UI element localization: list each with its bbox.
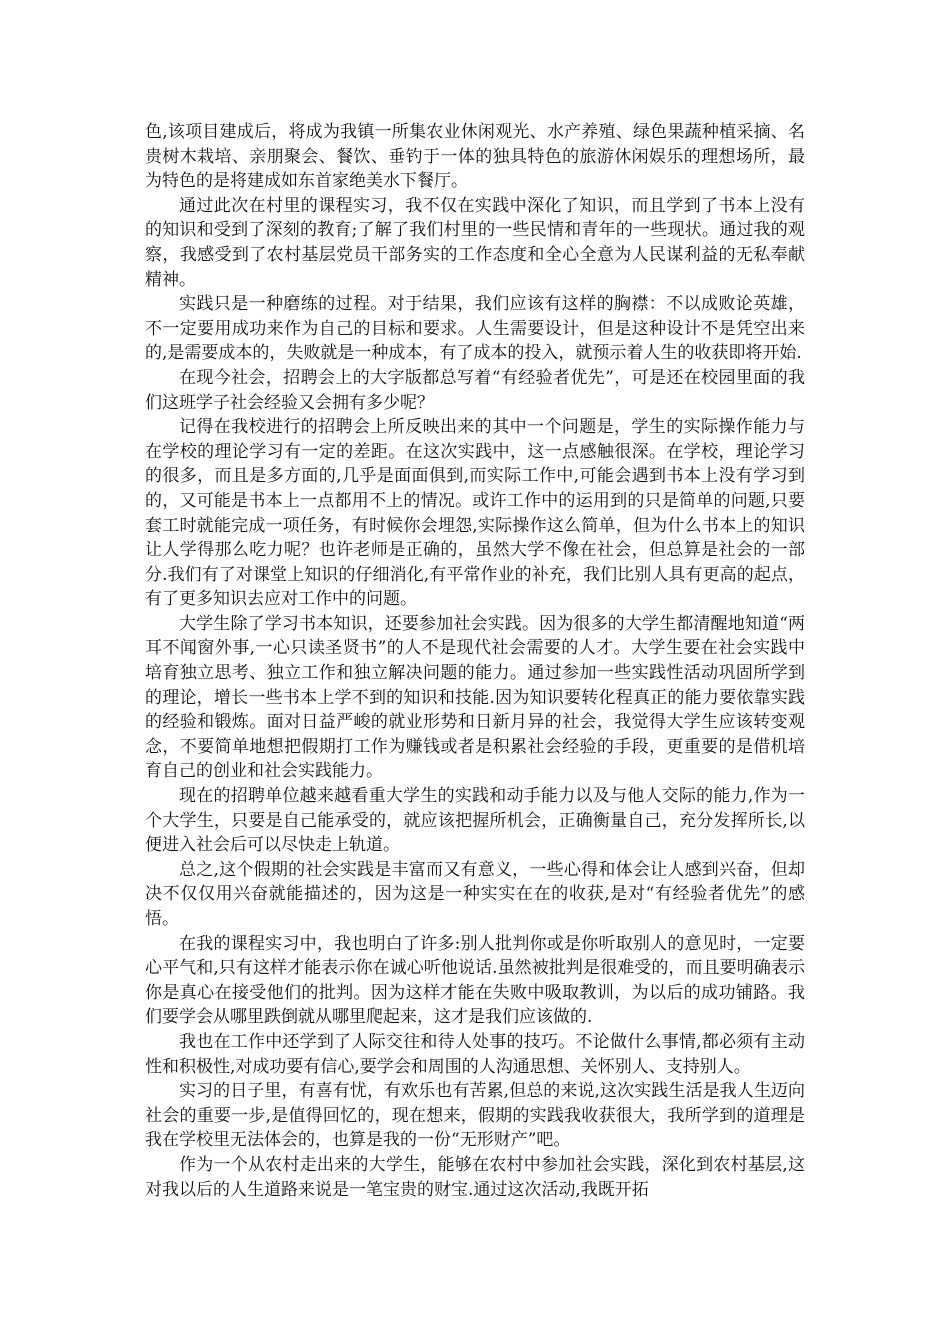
paragraph: 在我的课程实习中，我也明白了许多:别人批判你或是你听取别人的意见时，一定要心平气和,只有这样才能表示你在诚心听他说话.虽然被批判是很难受的，而且要明确表示你是真心在接受他们的批判。因为这样才能在失败中吸取教训，为以后的成功铺路。我们要学会从哪里跌倒就从哪里爬起来，这才是我们应该做的. — [145, 933, 805, 1028]
paragraph: 记得在我校进行的招聘会上所反映出来的其中一个问题是，学生的实际操作能力与在学校的理论学习有一定的差距。在这次实践中，这一点感触很深。在学校，理论学习的很多，而且是多方面的,几乎是面面俱到,而实际工作中,可能会遇到书本上没有学习到的，又可能是书本上一点都用不上的情况。或许工作中的运用到的只是简单的问题,只要套工时就能完成一项任务，有时候你会埋怨,实际操作这么简单，但为什么书本上的知识让人学得那么吃力呢？也许老师是正确的，虽然大学不像在社会，但总算是社会的一部分.我们有了对课堂上知识的仔细消化,有平常作业的补充，我们比别人具有更高的起点，有了更多知识去应对工作中的问题。 — [145, 417, 805, 610]
paragraph: 总之,这个假期的社会实践是丰富而又有意义，一些心得和体会让人感到兴奋，但却决不仅仅用兴奋就能描述的，因为这是一种实实在在的收获,是对“有经验者优先”的感悟。 — [145, 859, 805, 929]
document-body — [145, 120, 805, 1202]
paragraph: 作为一个从农村走出来的大学生，能够在农村中参加社会实践，深化到农村基层,这对我以后的人生道路来说是一笔宝贵的财宝.通过这次活动,我既开拓 — [145, 1154, 805, 1200]
paragraph: 现在的招聘单位越来越看重大学生的实践和动手能力以及与他人交际的能力,作为一个大学生，只要是自己能承受的，就应该把握所机会，正确衡量自己，充分发挥所长,以便进入社会后可以尽快走上轨道。 — [145, 786, 805, 856]
paragraph: 通过此次在村里的课程实习，我不仅在实践中深化了知识，而且学到了书本上没有的知识和受到了深刻的教育;了解了我们村里的一些民情和青年的一些现状。通过我的观察，我感受到了农村基层党员干部务实的工作态度和全心全意为人民谋利益的无私奉献精神。 — [145, 195, 805, 290]
paragraph: 大学生除了学习书本知识，还要参加社会实践。因为很多的大学生都清醒地知道“两耳不闻窗外事,一心只读圣贤书”的人不是现代社会需要的人才。大学生要在社会实践中培育独立思考、独立工作和独立解决问题的能力。通过参加一些实践性活动巩固所学到的理论，增长一些书本上学不到的知识和技能.因为知识要转化程真正的能力要依靠实践的经验和锻炼。面对日益严峻的就业形势和日新月异的社会，我觉得大学生应该转变观念，不要简单地想把假期打工作为赚钱或者是积累社会经验的手段，更重要的是借机培育自己的创业和社会实践能力。 — [145, 613, 805, 782]
paragraph: 在现今社会，招聘会上的大字版都总写着“有经验者优先”，可是还在校园里面的我们这班学子社会经验又会拥有多少呢？ — [145, 367, 805, 413]
paragraph: 实习的日子里，有喜有忧，有欢乐也有苦累,但总的来说,这次实践生活是我人生迈向社会的重要一步,是值得回忆的，现在想来，假期的实践我收获很大，我所学到的道理是我在学校里无法体会的，也算是我的一份“无形财产”吧。 — [145, 1081, 805, 1151]
paragraph: 实践只是一种磨练的过程。对于结果，我们应该有这样的胸襟：不以成败论英雄，不一定要用成功来作为自己的目标和要求。人生需要设计，但是这种设计不是凭空出来的,是需要成本的，失败就是一种成本，有了成本的投入，就预示着人生的收获即将开始. — [145, 294, 805, 364]
paragraph: 色,该项目建成后，将成为我镇一所集农业休闲观光、水产养殖、绿色果蔬种植采摘、名贵树木栽培、亲朋聚会、餐饮、垂钓于一体的独具特色的旅游休闲娱乐的理想场所，最为特色的是将建成如东首家绝美水下餐厅。 — [145, 122, 805, 192]
paragraph: 我也在工作中还学到了人际交往和待人处事的技巧。不论做什么事情,都必须有主动性和积极性,对成功要有信心,要学会和周围的人沟通思想、关怀别人、支持别人。 — [145, 1031, 805, 1077]
